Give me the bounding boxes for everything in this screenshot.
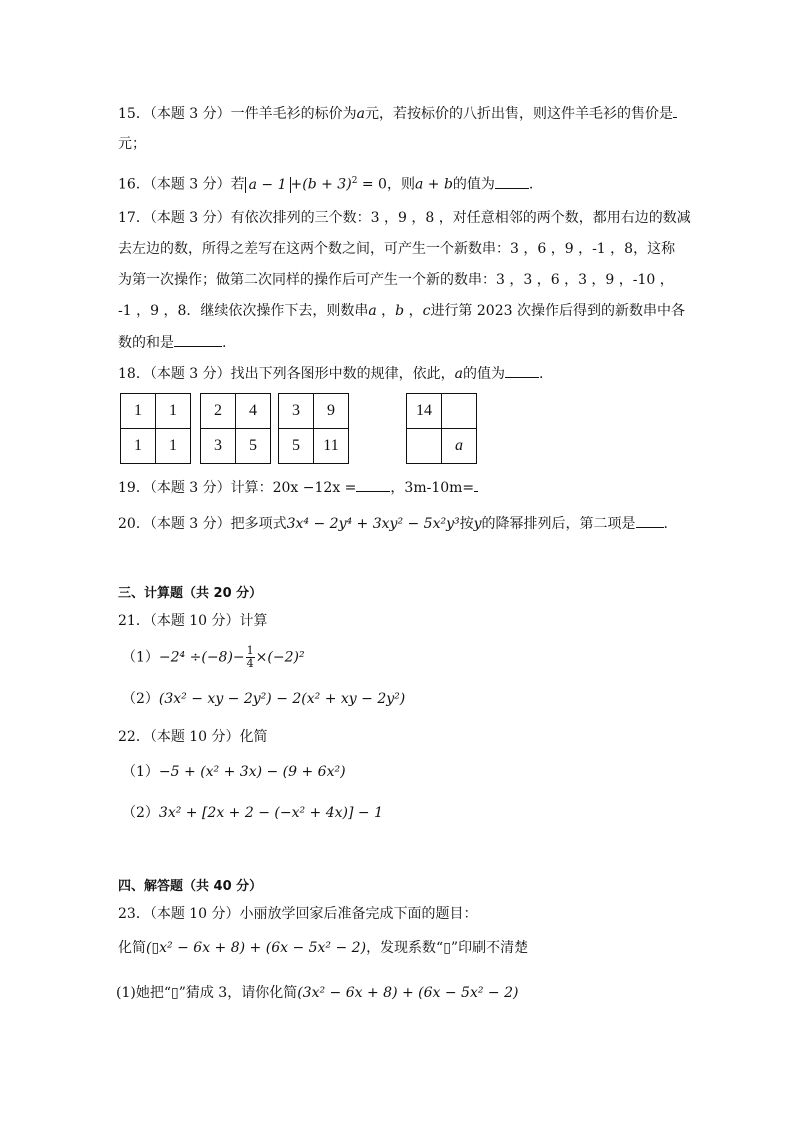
section3-title: 三、计算题（共 20 分） (118, 586, 263, 601)
q18-end: . (538, 366, 544, 382)
q17-line5 (118, 332, 226, 353)
q17-end: . (222, 335, 227, 351)
q17-line4 (118, 301, 685, 321)
q16-exponent: 2 (351, 176, 358, 186)
grid-cell: 2 (201, 394, 236, 429)
fraction-denominator: 4 (246, 657, 254, 670)
grid-cell (442, 394, 477, 429)
q17-line5-text: 数的和是 (118, 335, 174, 351)
q23-part1 (116, 983, 518, 1003)
q17-sep2: ， (404, 303, 423, 319)
grid-cell: 1 (156, 429, 191, 464)
q22-title: 22．（本题 10 分）化简 (118, 729, 268, 745)
q19-text1: 19．（本题 3 分）计算：20x −12x = (118, 480, 357, 496)
q21-fraction (246, 645, 255, 670)
q17-var-c: c (422, 303, 431, 319)
grid-cell: 4 (236, 394, 271, 429)
grid-cell (407, 429, 442, 464)
q16-abs-expr: a − 1 (245, 177, 291, 193)
grid-cell: 9 (314, 394, 349, 429)
q18-answer-blank[interactable] (505, 363, 539, 378)
q17-answer-blank[interactable] (174, 332, 222, 347)
q18-prefix: 18．（本题 3 分）找出下列各图形中数的规律，依此， (118, 366, 455, 382)
q23-line1-before: 化简 (118, 940, 146, 956)
grid-cell: 5 (279, 429, 314, 464)
q22-part2 (122, 803, 383, 823)
q17-line4-a: -1 ，9 ，8．继续依次操作下去，则数串 (118, 303, 369, 319)
q16-suffix: 的值为 (452, 176, 495, 193)
q17-line3: 为第一次操作；做第二次同样的操作后可产生一个新的数串：3 ，3 ，6 ，3 ，9 ，-10 ， (118, 272, 674, 288)
q16-eq-zero: = 0，则 (357, 176, 415, 193)
q15-line1 (118, 103, 677, 124)
q20-end: . (663, 516, 668, 532)
q23-part1-before: (1)她把“▯”猜成 3，请你化简 (116, 985, 298, 1001)
q20-line (118, 513, 668, 534)
q17-line2: 去左边的数，所得之差写在这两个数之间，可产生一个新数串：3 ，6 ，9 ，-1 ，8，这称 (118, 241, 676, 257)
q16-square-expr: (b + 3) (302, 176, 352, 193)
q16-end: . (528, 176, 534, 193)
q15-var-a: a (356, 106, 365, 122)
q16-plus: + (290, 176, 303, 193)
q16-sum-expr: a + b (414, 176, 453, 193)
q18-line (118, 363, 543, 384)
q20-prefix: 20．（本题 3 分）把多项式 (118, 516, 287, 532)
q18-var-a: a (454, 366, 463, 382)
q17-line1: 17．（本题 3 分）有依次排列的三个数：3 ，9 ，8 ，对任意相邻的两个数，都用右边的数减 (118, 210, 691, 226)
q20-var-y: y (473, 516, 482, 532)
q22-part1-expr: −5 + (x² + 3x) − (9 + 6x²) (158, 764, 346, 780)
q16-prefix: 16．（本题 3 分）若 (118, 176, 245, 193)
q21-title: 21．（本题 10 分）计算 (118, 613, 268, 629)
grid-cell: 11 (314, 429, 349, 464)
q17-line4-b: 进行第 2023 次操作后得到的新数串中各 (430, 303, 685, 319)
q22-part2-expr: 3x² + [2x + 2 − (−x² + 4x)] − 1 (158, 805, 383, 821)
grid-cell: 1 (156, 394, 191, 429)
q19-answer-blank-2[interactable] (474, 477, 478, 492)
q15-line2: 元； (118, 136, 146, 152)
q15-answer-blank[interactable] (673, 103, 677, 118)
q20-by: 按 (459, 516, 474, 532)
q21-part1-label: （1） (122, 649, 159, 666)
q20-suffix: 的降幂排列后，第二项是 (481, 516, 636, 532)
q22-part1 (122, 762, 346, 782)
q15-text-a: 15．（本题 3 分）一件羊毛衫的标价为 (118, 106, 357, 122)
q21-part1-expr-a: −2⁴ ÷(−8)− (158, 649, 245, 666)
q18-grid-1 (120, 393, 191, 464)
q18-grid-2 (200, 393, 271, 464)
q17-var-b: b (395, 303, 405, 319)
q23-title: 23．（本题 10 分）小丽放学回家后准备完成下面的题目： (118, 906, 478, 922)
grid-cell: 3 (279, 394, 314, 429)
q21-part1 (122, 645, 305, 670)
section4-title: 四、解答题（共 40 分） (118, 879, 263, 894)
grid-cell: a (442, 429, 477, 464)
q21-part2-expr: (3x² − xy − 2y²) − 2(x² + xy − 2y²) (158, 691, 406, 707)
q21-part1-expr-b: ×(−2)² (255, 649, 305, 666)
q19-answer-blank-1[interactable] (356, 477, 390, 492)
q17-var-a: a (368, 303, 377, 319)
q15-text-b: 元，若按标价的八折出售，则这件羊毛衫的售价是 (364, 106, 673, 122)
q23-part1-expr: (3x² − 6x + 8) + (6x − 5x² − 2) (297, 985, 519, 1001)
fraction-numerator: 1 (246, 644, 254, 657)
q19-line (118, 477, 478, 498)
q18-grid-4 (406, 393, 477, 464)
grid-cell: 5 (236, 429, 271, 464)
q19-text2: ，3m-10m= (390, 480, 475, 496)
q20-answer-blank[interactable] (636, 513, 664, 528)
grid-cell: 14 (407, 394, 442, 429)
q23-line1 (118, 938, 528, 958)
q23-line1-expr: (▯x² − 6x + 8) + (6x − 5x² − 2) (146, 940, 367, 956)
q16-answer-blank[interactable] (495, 174, 529, 189)
q21-part2 (122, 689, 405, 709)
q18-suffix: 的值为 (462, 366, 505, 382)
grid-cell: 3 (201, 429, 236, 464)
q22-part2-label: （2） (122, 805, 159, 821)
q18-grid-3 (278, 393, 349, 464)
q16-line (118, 171, 533, 195)
grid-cell: 1 (121, 394, 156, 429)
q23-line1-after: ，发现系数“▯”印刷不清楚 (366, 940, 529, 956)
grid-cell: 1 (121, 429, 156, 464)
q21-part2-label: （2） (122, 691, 159, 707)
q17-sep1: ， (376, 303, 396, 319)
q22-part1-label: （1） (122, 764, 159, 780)
q20-polynomial: 3x⁴ − 2y⁴ + 3xy² − 5x²y³ (286, 516, 460, 532)
